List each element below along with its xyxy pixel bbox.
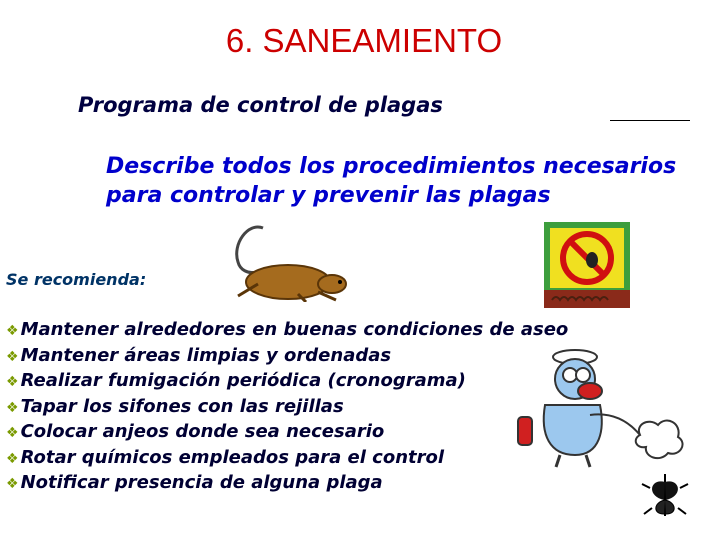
slide-title: 6. SANEAMIENTO — [225, 22, 503, 59]
diamond-bullet-icon: ❖ — [6, 323, 19, 339]
slide-subtitle: Programa de control de plagas — [78, 93, 443, 117]
insect-illustration — [640, 470, 690, 520]
rat-illustration — [218, 222, 358, 302]
diamond-bullet-icon: ❖ — [6, 348, 19, 365]
diamond-bullet-icon: ❖ — [6, 476, 19, 492]
diamond-bullet-icon: ❖ — [6, 425, 19, 441]
fumigator-illustration — [490, 345, 695, 475]
diamond-bullet-icon: ❖ — [6, 399, 19, 416]
no-pests-sign-illustration — [540, 220, 635, 312]
diamond-bullet-icon: ❖ — [6, 374, 19, 390]
list-item: ❖ Realizar fumigación periódica (cronograma) — [6, 370, 466, 391]
slide-description: Describe todos los procedimientos necesarios para controlar y prevenir las plagas — [106, 154, 677, 208]
list-item: ❖ Mantener alrededores en buenas condiciones de aseo — [6, 319, 569, 340]
list-item: ❖ Rotar químicos empleados para el control — [6, 446, 445, 468]
diamond-bullet-icon: ❖ — [6, 450, 19, 467]
divider-line — [610, 120, 690, 121]
recommend-label: Se recomienda: — [6, 270, 147, 289]
list-item: ❖ Mantener áreas limpias y ordenadas — [6, 344, 392, 366]
list-item: ❖ Notificar presencia de alguna plaga — [6, 472, 383, 493]
list-item: ❖ Colocar anjeos donde sea necesario — [6, 421, 385, 442]
list-item: ❖ Tapar los sifones con las rejillas — [6, 395, 344, 417]
